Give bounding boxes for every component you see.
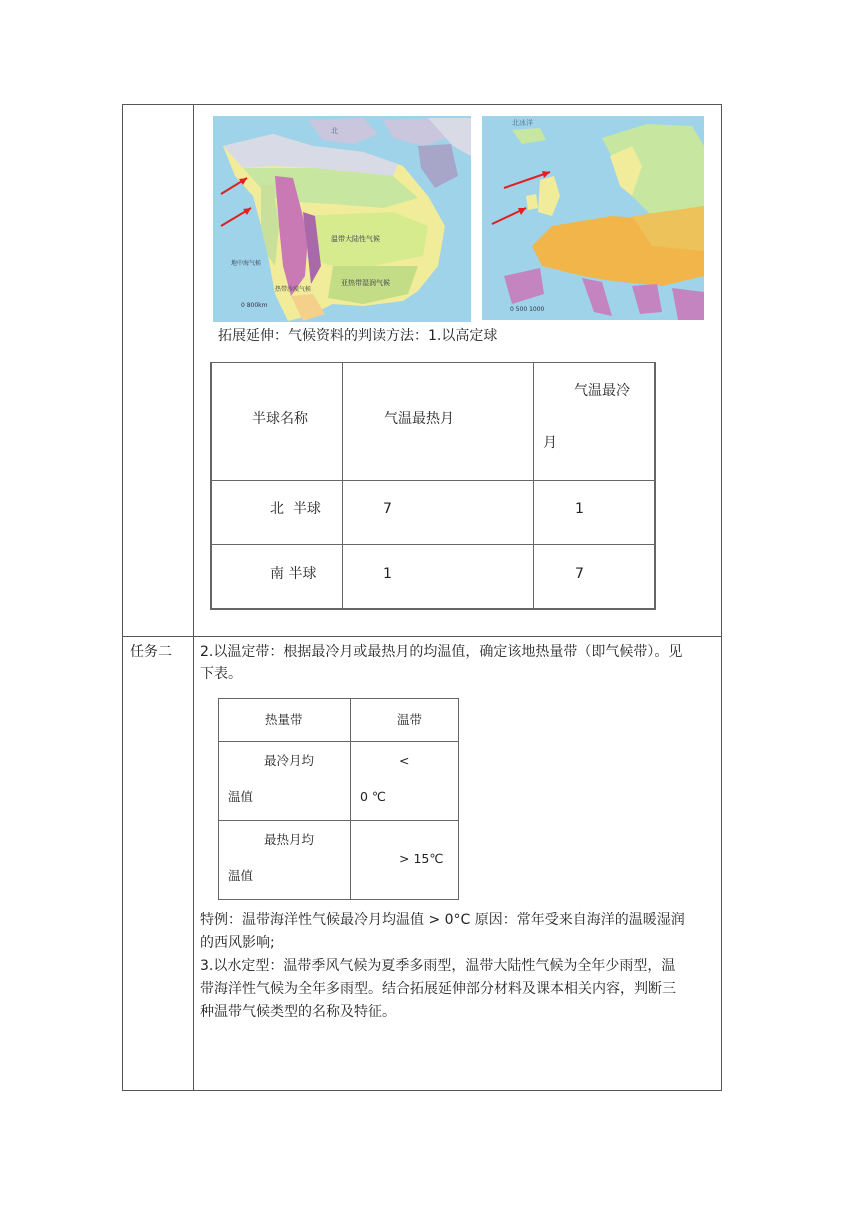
t2-right <box>458 698 459 900</box>
europe-climate-map <box>482 116 704 320</box>
map-label-continental: 温带大陆性气候 <box>331 235 380 243</box>
outer-left-border <box>122 104 123 1091</box>
t2-row2 <box>218 820 459 821</box>
map-label-mediterranean: 地中海气候 <box>231 260 262 267</box>
t2-bottom <box>218 899 459 900</box>
t1-header-coldest-b: 月 <box>543 435 557 451</box>
precipitation-line1: 3.以水定型：温带季风气候为夏季多雨型，温带大陆性气候为全年少雨型，温 <box>200 958 676 974</box>
t1-col2 <box>533 362 534 610</box>
t2-r2-value: > 15℃ <box>399 851 444 866</box>
t2-top <box>218 698 459 699</box>
t2-col1 <box>350 698 351 900</box>
map-label-arctic-eu: 北冰洋 <box>512 119 533 127</box>
t2-left <box>218 698 219 900</box>
t1-row-north-cold: 1 <box>575 501 584 517</box>
t1-row-south-name: 南 半球 <box>270 566 317 582</box>
special-case-line2: 的西风影响; <box>200 935 275 951</box>
map-label-desert: 热带沙漠气候 <box>275 286 312 293</box>
column-divider <box>193 104 194 1091</box>
t2-header-temperate: 温带 <box>397 712 423 727</box>
outer-bottom-border <box>122 1090 722 1091</box>
row-divider <box>122 636 722 637</box>
t1-row-north-name: 北 半球 <box>270 501 321 517</box>
t2-row1 <box>218 741 459 742</box>
t2-r1-value-b: 0 ℃ <box>360 789 386 804</box>
map-label-arctic: 北 <box>331 127 338 135</box>
outer-top-border <box>122 104 722 105</box>
t2-r1-label-a: 最冷月均 <box>264 753 315 768</box>
temperature-zone-paragraph-line2: 下表。 <box>200 666 242 682</box>
t1-row-north-hot: 7 <box>383 501 392 517</box>
t1-row2 <box>210 544 655 545</box>
map-scale: 0 800km <box>241 302 268 309</box>
t2-r2-label-b: 温值 <box>228 868 254 883</box>
t2-r1-value-a: < <box>399 753 410 768</box>
t1-col1 <box>342 362 343 610</box>
map-label-subtropical: 亚热带湿润气候 <box>341 279 390 287</box>
t1-right <box>654 362 656 610</box>
t1-row1 <box>210 480 655 481</box>
task-two-label: 任务二 <box>130 644 172 660</box>
north-america-climate-map <box>213 116 471 322</box>
t1-header-coldest-a: 气温最冷 <box>574 383 630 399</box>
t1-top <box>210 362 655 363</box>
t1-row-south-hot: 1 <box>383 566 392 582</box>
t1-row-south-cold: 7 <box>575 566 584 582</box>
t1-header-hemisphere: 半球名称 <box>252 411 308 427</box>
special-case-line1: 特例：温带海洋性气候最冷月均温值 > 0°C 原因：常年受来自海洋的温暖湿润 <box>200 912 685 928</box>
t2-header-zone: 热量带 <box>265 712 303 727</box>
t1-bottom <box>210 608 655 610</box>
t1-header-hottest: 气温最热月 <box>384 411 454 427</box>
t1-left <box>210 362 212 610</box>
precipitation-line2: 带海洋性气候为全年多雨型。结合拓展延伸部分材料及课本相关内容，判断三 <box>200 981 676 997</box>
precipitation-line3: 种温带气候类型的名称及特征。 <box>200 1004 396 1020</box>
outer-right-border <box>721 104 722 1091</box>
t2-r1-label-b: 温值 <box>228 789 254 804</box>
temperature-zone-paragraph-line1: 2.以温定带：根据最冷月或最热月的均温值，确定该地热量带（即气候带）。见 <box>200 644 683 660</box>
map-scale-eu: 0 500 1000 <box>510 306 545 313</box>
expand-extension-text: 拓展延伸：气候资料的判读方法：1.以高定球 <box>218 328 498 344</box>
t2-r2-label-a: 最热月均 <box>264 832 315 847</box>
